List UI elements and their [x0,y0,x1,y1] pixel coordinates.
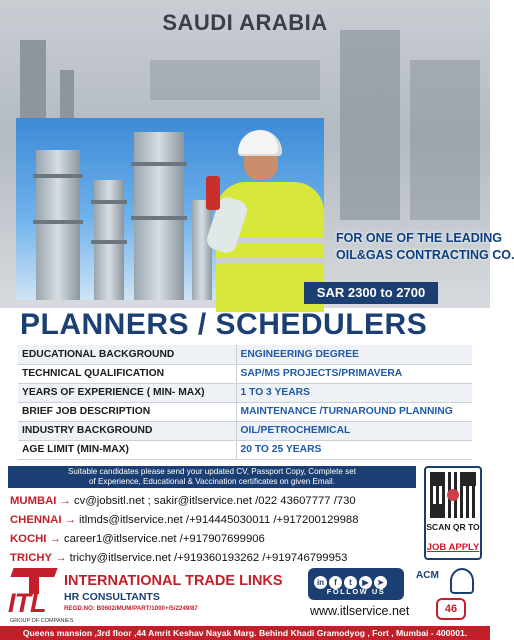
registration-number: REGD.NO: B0602/MUM/PART/1000+/5/2249/87 [64,605,198,612]
company-name: INTERNATIONAL TRADE LINKS [64,573,283,589]
worker-head [244,152,278,180]
detail-label: INDUSTRY BACKGROUND [18,421,236,440]
qr-apply-label: JOB APPLY [426,542,480,553]
plant-structure [340,30,400,220]
hero-banner [0,0,514,308]
photo-tower [36,150,80,300]
arrow-right-icon: → [64,514,76,526]
tagline-line: OIL&GAS CONTRACTING CO. [336,248,514,262]
city-label: CHENNAI [10,514,62,526]
logo-subtitle: GROUP OF COMPANIES [10,618,74,624]
detail-label: BRIEF JOB DESCRIPTION [18,402,236,421]
office-address: Queens mansion ,3rd floor ,44 Amrit Keshav Nayak Marg. Behind Khadi Gramodyog , Fort , Mumbai - 400001. [0,626,490,640]
acm-label: ACM [416,570,439,581]
pipe-rack [150,60,320,100]
detail-value: ENGINEERING DEGREE [236,345,472,364]
facebook-icon[interactable]: f [329,576,342,589]
contact-mumbai [10,492,416,511]
city-label: TRICHY [10,552,53,564]
contact-details[interactable]: itlmds@itlservice.net /+914445030011 /+917200129988 [79,514,359,526]
city-label: KOCHI [10,533,47,545]
detail-label: AGE LIMIT (MIN-MAX) [18,440,236,459]
contact-chennai [10,511,416,530]
instruction-line: Suitable candidates please send your updated CV, Passport Copy, Complete set [68,467,356,476]
table-row [18,345,472,364]
telegram-icon[interactable]: ➤ [374,576,387,589]
detail-label: EDUCATIONAL BACKGROUND [18,345,236,364]
contact-details[interactable]: trichy@itlservice.net /+919360193262 /+919746799953 [69,552,348,564]
hard-hat-icon [238,130,282,156]
social-links [308,568,404,600]
detail-value: OIL/PETROCHEMICAL [236,421,472,440]
arrow-right-icon: → [59,495,71,507]
detail-label: YEARS OF EXPERIENCE ( MIN- MAX) [18,383,236,402]
arrow-right-icon: → [55,552,67,564]
contact-trichy [10,549,416,568]
company-subtitle: HR CONSULTANTS [64,591,160,603]
qr-scan-label: SCAN QR TO [426,522,480,532]
tagline-line: FOR ONE OF THE LEADING [336,231,502,245]
contact-details[interactable]: career1@itlservice.net /+917907699906 [63,533,265,545]
contact-details[interactable]: cv@jobsitl.net ; sakir@itlservice.net /022 43607777 /730 [74,495,356,507]
ukas-badge-icon [450,568,474,594]
linkedin-icon[interactable]: in [314,576,327,589]
plant-structure [410,60,480,220]
arrow-right-icon: → [49,533,61,545]
qr-apply-box[interactable] [424,466,482,560]
contact-kochi [10,530,416,549]
detail-value: 1 TO 3 YEARS [236,383,472,402]
job-title: PLANNERS / SCHEDULERS [20,308,428,341]
contact-list [10,492,416,568]
radio-icon [206,176,220,210]
tagline [336,230,514,264]
youtube-icon[interactable]: ▶ [359,576,372,589]
table-row [18,421,472,440]
years-badge: 46 [436,598,466,620]
qr-code-icon[interactable] [430,472,476,518]
detail-value: 20 TO 25 YEARS [236,440,472,459]
detail-value: SAP/MS PROJECTS/PRIMAVERA [236,364,472,383]
table-row [18,402,472,421]
photo-tower [192,200,212,300]
photo-tower [134,132,184,300]
instruction-line: of Experience, Educational & Vaccination certificates on given Email. [89,477,335,486]
worker-photo [16,118,324,300]
photo-tower [94,180,124,300]
twitter-icon[interactable]: t [344,576,357,589]
table-row [18,440,472,459]
table-row [18,364,472,383]
website-link[interactable]: www.itlservice.net [310,604,410,618]
salary-badge: SAR 2300 to 2700 [304,282,438,304]
table-row [18,383,472,402]
city-label: MUMBAI [10,495,57,507]
follow-us-label: FOLLOW US [326,587,386,596]
apply-instructions [8,466,416,488]
detail-label: TECHNICAL QUALIFICATION [18,364,236,383]
acm-certification-logo [416,570,446,594]
job-details-table [18,345,472,460]
detail-value: MAINTENANCE /TURNAROUND PLANNING [236,402,472,421]
logo-text: ITL [8,588,46,618]
country-title: SAUDI ARABIA [162,10,328,35]
